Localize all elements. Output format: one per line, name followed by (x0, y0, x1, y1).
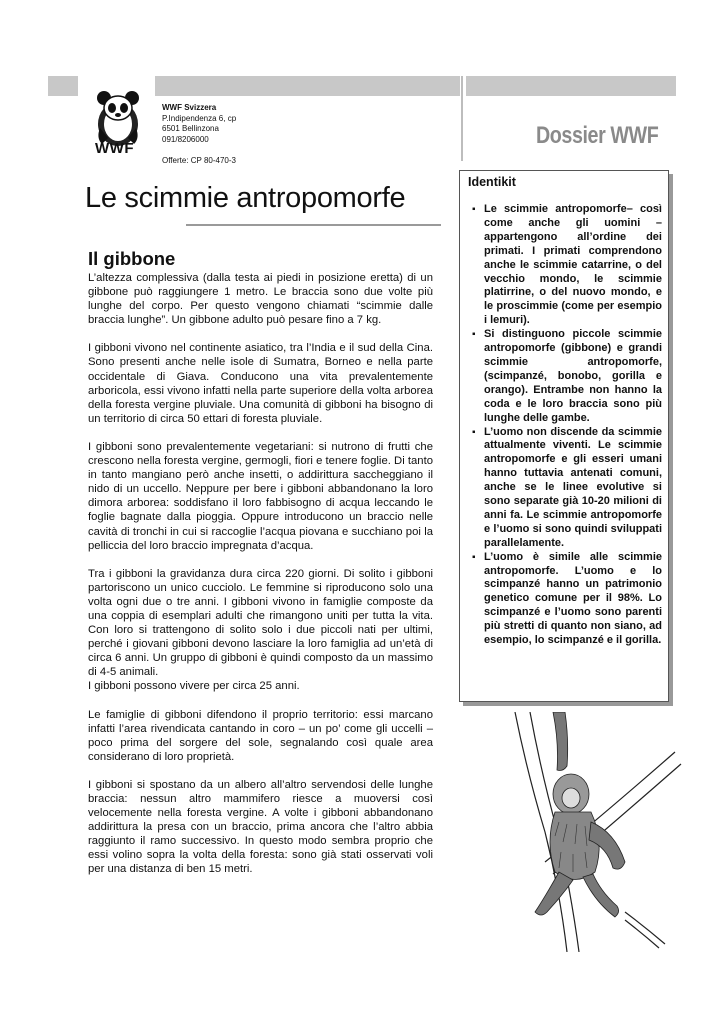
address-line2: 6501 Bellinzona (162, 124, 219, 133)
paragraph: I gibboni possono vivere per circa 25 anni. (88, 680, 300, 693)
organization-address (162, 103, 236, 167)
address-line1: P.Indipendenza 6, cp (162, 113, 237, 123)
identikit-item: ▪ Le scimmie antropomorfe– così come anche gli uomini – appartengono all’ordine dei primati. I primati comprendono anche le scimmie catarrine, o del vecchio mondo, le scimmie platirrine, o del nuovo mondo, e le proscimmie (come per esempio i lemuri). (472, 203, 662, 328)
header-bar-middle (155, 76, 460, 96)
identikit-list (472, 203, 662, 648)
phone: 091/8206000 (162, 134, 209, 144)
gibbon-illustration (475, 712, 695, 952)
paragraph: Tra i gibboni la gravidanza dura circa 220 giorni. Di solito i gibboni partoriscono un unico cucciolo. Le femmine si riproducono solo una volta ogni due o tre anni. I gibboni vivono in famiglie composte da una coppia di esemplari adulti che rimangono uniti per tutta la vita. Con loro si trattengono di solito solo i due piccoli nati per ultimi, perché i giovani gibboni devono lasciare la loro famiglia ad un’età di circa 6 anni. Un gruppo di gibboni è quindi composto da un massimo di 4-5 animali. (88, 567, 433, 679)
title-underline (186, 224, 441, 226)
identikit-title: Identikit (468, 175, 516, 189)
main-text (88, 271, 433, 891)
identikit-item: ▪ Si distinguono piccole scimmie antropomorfe (gibbone) e grandi scimmie antropomorfe, (scimpanzé, bonobo, gorilla e orango). Entrambe non hanno la coda e le loro braccia sono più lunghe delle gambe. (472, 328, 662, 425)
identikit-item: ▪ L’uomo è simile alle scimmie antropomorfe. L’uomo e lo scimpanzé hanno un patrimonio genetico comune per il 98%. Lo scimpanzé e l’uomo sono parenti più stretti di quanto non siano, ad esempio, lo scimpanzé e il gorilla. (472, 551, 662, 648)
header-bar-left (48, 76, 78, 96)
postal-account: Offerte: CP 80-470-3 (162, 156, 236, 165)
paragraph: I gibboni si spostano da un albero all’altro servendosi delle lunghe braccia: nessun altro mammifero riesce a muoversi così velocemente nella foresta vergine. A volte i gibboni abbandonano addirittura la presa con un braccio, prima ancora che l’altro abbia raggiunto il ramo successivo. In questo modo sembra proprio che essi volino sopra la volta della foresta: sono già stati osservati voli per una distanza di ben 15 metri. (88, 778, 433, 876)
header-bar-right (466, 76, 676, 96)
dossier-label: Dossier WWF (536, 122, 659, 149)
paragraph: Le famiglie di gibboni difendono il proprio territorio: essi marcano infatti l’area rivendicata cantando in coro – un po’ come gli uccelli – poco prima del sorgere del sole, segnalando così quale area considerano di loro proprietà. (88, 708, 433, 763)
section-title: Il gibbone (88, 248, 176, 269)
identikit-box (459, 170, 669, 702)
paragraph: I gibboni sono prevalentemente vegetariani: si nutrono di frutti che crescono nella foresta vergine, germogli, fiori e tenere foglie. Di tanto in tanto mangiano però anche insetti, o addirittura saccheggiano il nido di un uccello. Neppure per bere i gibboni abbandonano la loro dimora arborea: soddisfano il loro fabbisogno di acqua leccando le foglie bagnate dalla pioggia. Oppure introducono un braccio nelle cavità di tronchi in cui si raccoglie l’acqua piovana e succhiano poi la pelliccia del loro braccio impregnata d’acqua. (88, 440, 433, 552)
org-name: WWF Svizzera (162, 103, 217, 112)
wwf-logo-text: WWF (95, 140, 134, 157)
header-divider (461, 76, 463, 161)
paragraph: I gibboni vivono nel continente asiatico, tra l’India e il sud della Cina. Sono presenti anche nelle isole di Sumatra, Borneo e nella parte occidentale di Giava. Conducono una vita prevalentemente arboricola, essi vivono infatti nella parte superiore della volta arborea della foresta vergine pluviale. Una comunità di gibboni ha bisogno di un territorio di circa 50 ettari di foresta pluviale. (88, 342, 433, 425)
paragraph: L’altezza complessiva (dalla testa ai piedi in posizione eretta) di un gibbone può raggiungere 1 metro. Le braccia sono due volte più lunghe del corpo. Per questo vengono chiamati “scimmie dalle braccia lunghe”. Un gibbone adulto può pesare fino a 7 kg. (88, 272, 433, 327)
page-title: Le scimmie antropomorfe (85, 182, 406, 214)
identikit-item: ▪ L’uomo non discende da scimmie attualmente viventi. Le scimmie antropomorfe e gli esseri umani hanno tuttavia antenati comuni, anche se le linee evolutive si sono separate già 10-20 milioni di anni fa. Le scimmie antropomorfe e l’uomo si sono quindi sviluppati parallelamente. (472, 426, 662, 551)
